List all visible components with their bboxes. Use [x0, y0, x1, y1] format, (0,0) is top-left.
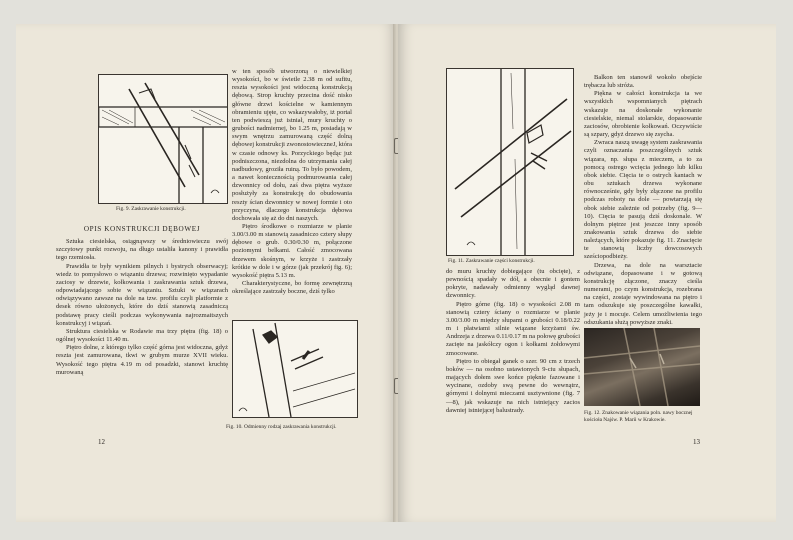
- figure-10-drawing: [232, 320, 358, 418]
- figure-11-caption: Fig. 11. Zaskrawanie części konstrukcji.: [448, 258, 535, 264]
- figure-9-caption: Fig. 9. Zaskrawanie konstrukcji.: [116, 206, 186, 212]
- paragraph: Piętro dolne, z którego tylko część górna jest widoczna, gdyż reszta jest zamurowana, tkwi w grubym murze XVII wieku. Wysokość tego piętra 4.19 m od posadzki, stanowi kruchtę murowaną: [56, 344, 228, 376]
- figure-12-photo: [584, 328, 700, 406]
- joint-sketch-icon: [233, 321, 357, 417]
- paragraph: Balkon ten stanowił wokoło obejście trębacza lub stróża.: [584, 74, 702, 90]
- paragraph: Prawidła te były wynikiem pilnych i bystrych obserwacyj; wiedz to pomysłowo o wiązaniu drzewa; rozwinięto wypadanie zaciosy w drzewie, kołkowania i zaskrawania sztuk drzewa, odpowiadającego sobie w wiązaniu. Sztuki w wiązarach odwiązywano zawsze na dole na tzw. profilu czyli platformie z desek równo ułożonych, które do dziś stanowią zasadniczą podstawę pracy cieśli podczas wykonywania najrozmaitszych konstrukcyj i wiązań.: [56, 262, 228, 327]
- paragraph: Zwraca naszą uwagę system zaskrawania czyli oznaczania poszczególnych sztuk wiązara, np. słupa z mieczem, a to za pomocą ostrego wcięcia jednego lub kilku obok siebie. Cięcia te o ostrych kantach w obu sztukach drzewa wykonane równocześnie, gdy były złączone na profilu podczas roboty na dole — powtarzają się obok siebie zależnie od potrzeby (fig. 9—10). Cięcia te pasują dziś doskonale. W dolnym piętrze jest jeszcze inny sposób znakowania sztuk drzewa do siebie należących, które pokazuje fig. 11. Znacięcie te stanowią liczby dowcosowych sześciopodbieży.: [584, 139, 702, 261]
- paragraph: Piętro środkowe o rozmiarze w planie 3.00/3.00 m stanowią zasadniczo cztery słupy dębowe o grub. 0.30/0.30 m, połączone poziomymi belkami. Całość zmocowana drzewem skośnym, w krzyże i zastrzały krótkie w dole i w górze (jak przekrój fig. 6); wysokość piętra 5.13 m.: [232, 222, 352, 279]
- figure-10-caption: Fig. 10. Odmienny rodzaj zaskrawania konstrukcji.: [226, 424, 337, 430]
- page-number-right: 13: [693, 438, 700, 446]
- paragraph: Sztuka ciesielska, osiągnąwszy w średniowieczu swój szczytowy punkt rozwoju, na długo ustaliła kanony i prawidła tego rzemiosła.: [56, 238, 228, 262]
- joint-sketch-icon: [447, 69, 573, 255]
- paragraph: Piękna w całości konstrukcja ta we wszystkich wspomnianych piętrach wskazuje na doskonałe wykonanie ciesielskie, niemal stolarskie, dopasowanie zaciosów, obrobienie kołkowań. Oczywiście są szpary, gdyż drzewo się zsycha.: [584, 90, 702, 139]
- page-number-left: 12: [98, 438, 105, 446]
- left-column-1: [56, 220, 228, 377]
- paragraph: Piętro górne (fig. 18) o wysokości 2.08 m stanowią cztery ściany o rozmiarze w planie 3.00/3.00 m między słupami o grubości 0.18/0.22 m i płatwiami silnie wiązane krzyżami św. Andrzeja z drzewa 0.11/0.17 m na połowę grubości zacięte na jaskółczy ogon i kołkami żołdowymi zmocowane.: [446, 300, 580, 357]
- paragraph: Struktura ciesielska w Rodawie ma trzy piętra (fig. 18) o ogólnej wysokości 11.40 m.: [56, 327, 228, 344]
- beam-photo-icon: [584, 328, 700, 406]
- paragraph: w ten sposób utworzoną o niewielkiej wysokości, bo w świetle 2.38 m od sufitu, reszta wysokości jest widoczną konstrukcją dębową. Strop kruchty przecina dość nisko główne drzwi kościelne w kamiennym obramieniu ujęte, co wskazywałoby, iż portal ten podwieszą już istniał, mury kruchty o grubości nadmiernej, bo 1.25 m, posiadają w swym wnętrzu zamurowaną część dolną dębowej konstrukcji zwonostowieczneJ, która w czasie odnowy ks. Porzyckiego będąc już podniszczona, niezdolna do utrzymania całej nadbudowy, groziła ruiną. To było powodem, a nawet koniecznością podmurowania całej dzwonnicy od dołu, zaś dwa piętra wyższe posłużyły za konstrukcję do obudowania reszty ścian dzwonnicy w nowej formie i oto przyczyna, dlaczego konstrukcja dębowa dochowała się aż do dni naszych.: [232, 68, 352, 222]
- figure-9-drawing: [98, 74, 228, 204]
- section-heading: OPIS KONSTRUKCJI DĘBOWEJ: [83, 225, 201, 233]
- joint-sketch-icon: [99, 75, 227, 203]
- paragraph: Charakterystyczne, bo formę zewnętrzną określające zastrzały boczne, dziś tylko: [232, 280, 352, 296]
- right-column-1: [446, 268, 580, 415]
- paragraph: Drzewa, na dole na warsztacie odwiązane, dopasowane i w gotową konstrukcję złączone, znaczy cieśla numerami, po czym konstrukcja, rozebrana na części, zostaje wywindowana na piętro i tam odszukuje się poszczególne kawałki, jeży je i mocuje. Celem umożliwienia tego odszukania służą powyższe znaki.: [584, 261, 702, 326]
- paragraph: do muru kruchty dobiegające (tu obcięte), z pewnością spadały w dół, a obecnie i gontem pokryte, nadawały odmienny wygląd dawnej dzwonnicy.: [446, 268, 580, 300]
- paragraph: Piętro to obiegał ganek o szer. 90 cm z trzech boków — na osobno ustawionych 9-ciu słupach, mających dołem swe końce pięknie fazowane i wycinane, ozdoby swą pewne do wewnątrz, górnymi i dolnymi mieczami usztywnione (fig. 7—8), jak wskazuje na nich istniejący zacios dawniej istniejącej balustrady.: [446, 357, 580, 414]
- right-column-2: [584, 74, 702, 327]
- figure-12-caption: Fig. 12. Znakowanie wiązania poln. nawy bocznej kościoła Najśw. P. Marii w Krakowie.: [584, 410, 693, 423]
- left-column-2: [232, 68, 352, 296]
- figure-11-drawing: [446, 68, 574, 256]
